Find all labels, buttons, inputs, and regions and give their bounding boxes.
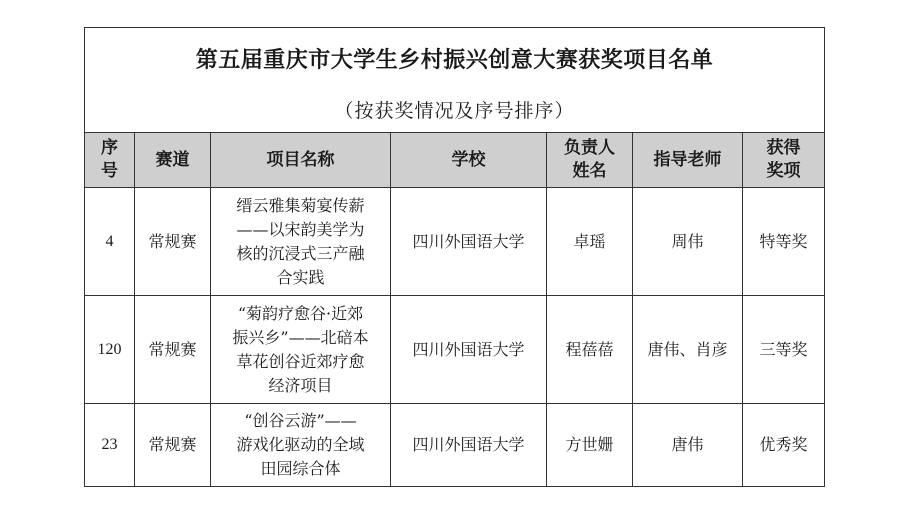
table-row bbox=[85, 188, 825, 296]
cell-project bbox=[211, 296, 391, 404]
cell-track: 常规赛 bbox=[135, 296, 211, 404]
award-list-sheet bbox=[84, 27, 824, 487]
title-cell bbox=[85, 28, 825, 133]
project-line: 振兴乡”——北碚本 bbox=[232, 327, 369, 347]
cell-track: 常规赛 bbox=[135, 188, 211, 296]
cell-seq: 23 bbox=[85, 404, 135, 487]
project-line: “菊韵疗愈谷·近郊 bbox=[237, 303, 364, 323]
header-project: 项目名称 bbox=[211, 133, 391, 188]
project-line: 经济项目 bbox=[268, 375, 333, 395]
cell-school: 四川外国语大学 bbox=[391, 404, 547, 487]
header-seq-line-1: 序 bbox=[101, 138, 118, 158]
project-line: 合实践 bbox=[276, 267, 325, 287]
header-row bbox=[85, 133, 825, 188]
cell-leader: 卓瑶 bbox=[547, 188, 633, 296]
cell-project bbox=[211, 404, 391, 487]
header-track: 赛道 bbox=[135, 133, 211, 188]
project-line: 核的沉浸式三产融 bbox=[236, 243, 365, 263]
page-subtitle: （按获奖情况及序号排序） bbox=[334, 100, 575, 122]
cell-award: 特等奖 bbox=[743, 188, 825, 296]
project-line: “创谷云游”—— bbox=[244, 411, 357, 430]
header-leader bbox=[547, 133, 633, 188]
cell-project bbox=[211, 188, 391, 296]
header-seq bbox=[85, 133, 135, 188]
award-table bbox=[84, 27, 825, 487]
project-line: 游戏化驱动的全域 bbox=[236, 435, 365, 454]
cell-advisor: 唐伟、肖彦 bbox=[633, 296, 743, 404]
cell-track: 常规赛 bbox=[135, 404, 211, 487]
table-row bbox=[85, 404, 825, 487]
cell-leader: 方世姗 bbox=[547, 404, 633, 487]
header-award bbox=[743, 133, 825, 188]
cell-award: 优秀奖 bbox=[743, 404, 825, 487]
project-line: 草花创谷近郊疗愈 bbox=[236, 351, 365, 371]
project-line: 缙云雅集菊宴传薪 bbox=[236, 195, 365, 215]
page-title: 第五届重庆市大学生乡村振兴创意大赛获奖项目名单 bbox=[195, 48, 714, 73]
cell-seq: 120 bbox=[85, 296, 135, 404]
table-row bbox=[85, 296, 825, 404]
project-line: 田园综合体 bbox=[260, 459, 341, 478]
cell-school: 四川外国语大学 bbox=[391, 188, 547, 296]
cell-leader: 程蓓蓓 bbox=[547, 296, 633, 404]
header-award-line-2: 奖项 bbox=[766, 161, 801, 181]
header-award-line-1: 获得 bbox=[766, 138, 801, 158]
cell-advisor: 周伟 bbox=[633, 188, 743, 296]
header-advisor: 指导老师 bbox=[633, 133, 743, 188]
project-line: ——以宋韵美学为 bbox=[236, 219, 365, 239]
header-leader-line-2: 姓名 bbox=[572, 161, 607, 181]
cell-advisor: 唐伟 bbox=[633, 404, 743, 487]
cell-school: 四川外国语大学 bbox=[391, 296, 547, 404]
header-seq-line-2: 号 bbox=[101, 161, 118, 181]
cell-award: 三等奖 bbox=[743, 296, 825, 404]
header-school: 学校 bbox=[391, 133, 547, 188]
header-leader-line-1: 负责人 bbox=[564, 138, 615, 158]
cell-seq: 4 bbox=[85, 188, 135, 296]
